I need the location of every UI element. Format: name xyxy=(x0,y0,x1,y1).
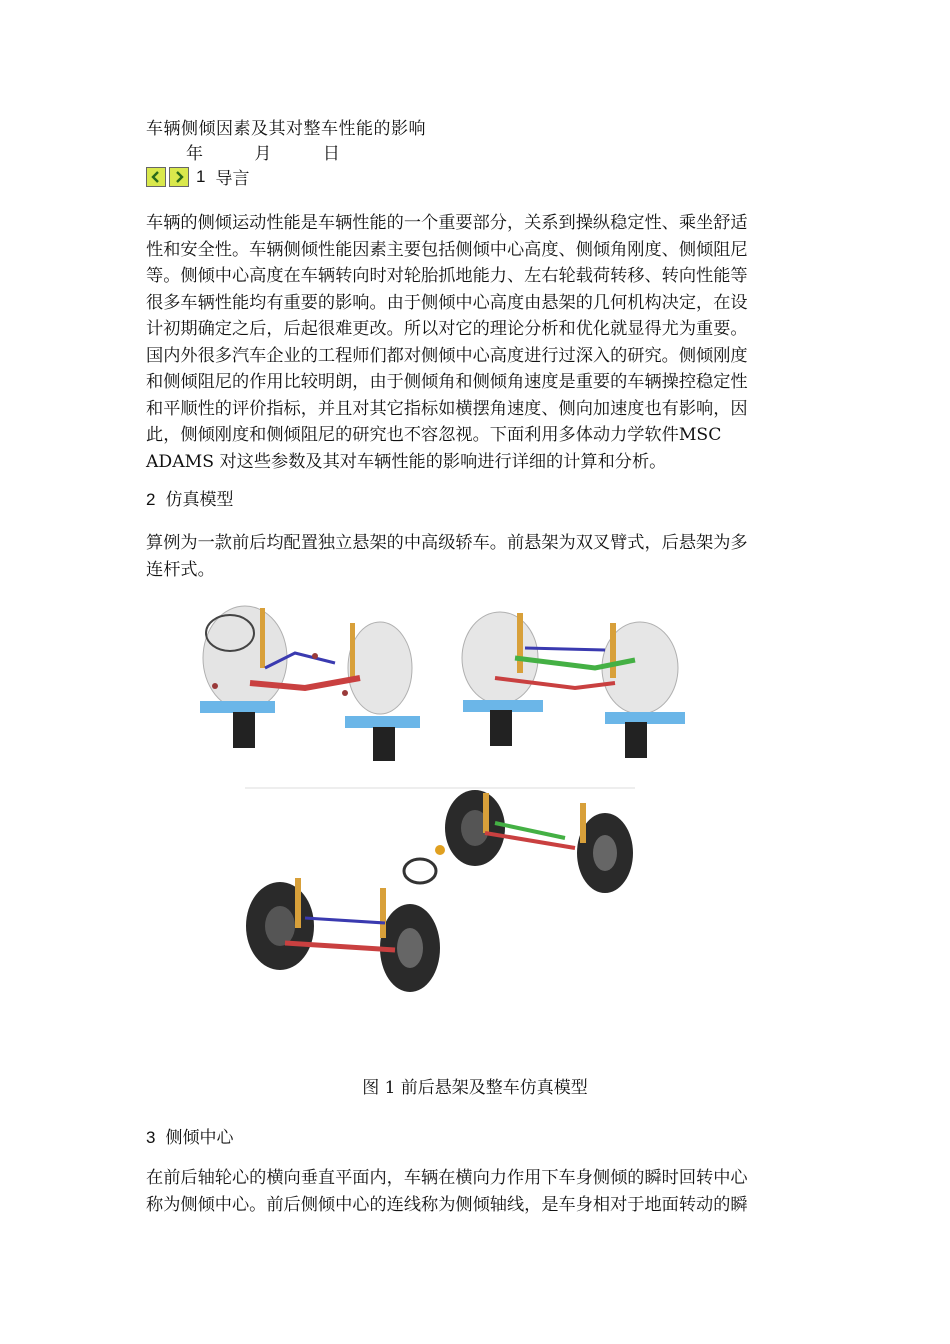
section-1-title: 导言 xyxy=(215,169,250,189)
figure-caption: 图 1 前后悬架及整车仿真模型 xyxy=(362,1078,588,1098)
section-2-title: 仿真模型 xyxy=(165,490,234,510)
paragraph-line: 算例为一款前后均配置独立悬架的中高级轿车。前悬架为双叉臂式，后悬架为多 xyxy=(146,533,748,553)
paragraph-line: 性和安全性。车辆侧倾性能因素主要包括侧倾中心高度、侧倾角刚度、侧倾阻尼 xyxy=(146,239,748,260)
paragraph-line: 等。侧倾中心高度在车辆转向时对轮胎抓地能力、左右轮载荷转移、转向性能等 xyxy=(146,266,748,286)
section-3-heading xyxy=(146,1123,233,1148)
full-vehicle-image xyxy=(245,788,635,992)
nav-forward-icon[interactable] xyxy=(169,167,189,187)
date-day: 日 xyxy=(322,144,340,164)
paragraph-line: 称为侧倾中心。前后侧倾中心的连线称为侧倾轴线，是车身相对于地面转动的瞬 xyxy=(146,1194,748,1215)
section-2-heading xyxy=(146,485,233,510)
nav-back-icon[interactable] xyxy=(146,167,166,187)
paragraph-line: 很多车辆性能均有重要的影响。由于侧倾中心高度由悬架的几何机构决定，在设 xyxy=(146,292,748,313)
date-year: 年 xyxy=(186,144,203,164)
paragraph-line: 国内外很多汽车企业的工程师们都对侧倾中心高度进行过深入的研究。侧倾刚度 xyxy=(146,345,748,366)
paragraph-line: 计初期确定之后，后起很难更改。所以对它的理论分析和优化就显得尤为重要。 xyxy=(146,319,748,339)
section-2-number: 2 xyxy=(146,490,156,509)
paragraph-line: ADAMS 对这些参数及其对车辆性能的影响进行详细的计算和分析。 xyxy=(146,451,667,472)
document-date xyxy=(186,139,366,164)
paragraph-line: 连杆式。 xyxy=(146,559,215,580)
section-1-heading xyxy=(146,164,249,189)
paragraph-line: 在前后轴轮心的横向垂直平面内，车辆在横向力作用下车身侧倾的瞬时回转中心 xyxy=(146,1168,748,1188)
rear-suspension-image xyxy=(462,612,685,758)
section-3-number: 3 xyxy=(146,1128,156,1147)
intro-paragraph xyxy=(146,210,814,475)
paragraph-line: 和平顺性的评价指标，并且对其它指标如横摆角速度、侧向加速度也有影响，因 xyxy=(146,398,748,419)
document-title: 车辆侧倾因素及其对整车性能的影响 xyxy=(146,119,426,139)
model-paragraph xyxy=(146,530,814,583)
paragraph-line: 和侧倾阻尼的作用比较明朗，由于侧倾角和侧倾角速度是重要的车辆操控稳定性 xyxy=(146,372,748,392)
rollcenter-paragraph xyxy=(146,1165,814,1218)
section-3-title: 侧倾中心 xyxy=(165,1128,234,1148)
date-month: 月 xyxy=(254,144,272,164)
paragraph-line: 车辆的侧倾运动性能是车辆性能的一个重要部分，关系到操纵稳定性、乘坐舒适 xyxy=(146,213,748,233)
suspension-model-figure xyxy=(195,588,700,1008)
paragraph-line: 此，侧倾刚度和侧倾阻尼的研究也不容忽视。下面利用多体动力学软件MSC xyxy=(146,425,722,445)
section-1-number: 1 xyxy=(196,166,206,186)
front-suspension-image xyxy=(200,606,420,761)
